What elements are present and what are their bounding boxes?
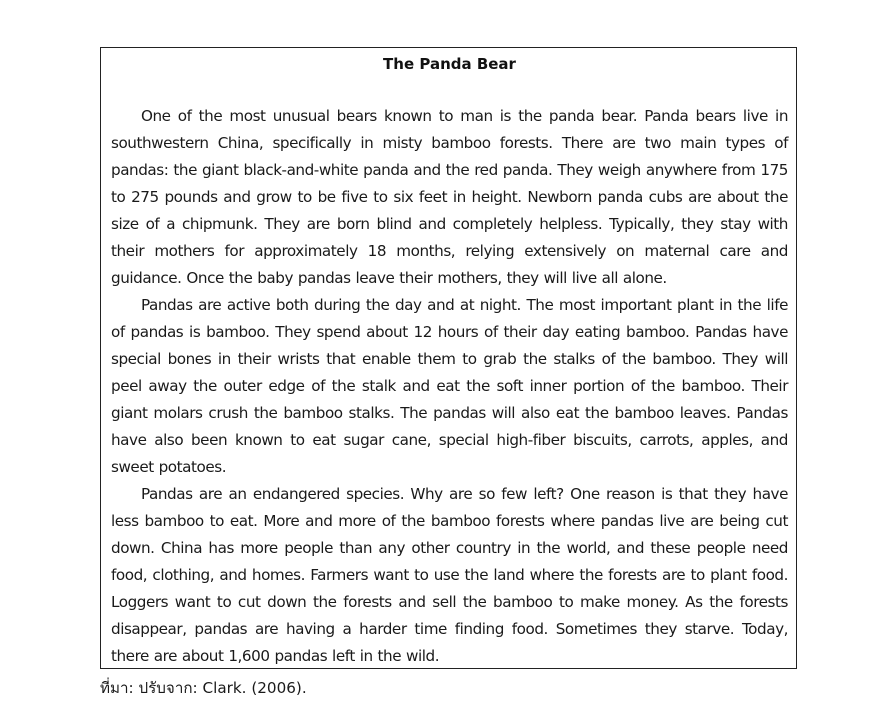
paragraph-2: Pandas are active both during the day and at night. The most important plant in the life of pandas is bamboo. They spend about 12 hours of their day eating bamboo. Pandas have special bones in their wrists that enable them to grab the stalks of the bamboo. They will peel away the outer edge of the stalk and eat the soft inner portion of the bamboo. Their giant molars crush the bamboo stalks. The pandas will also eat the bamboo leaves. Pandas have also been known to eat sugar cane, special high-fiber biscuits, carrots, apples, and sweet potatoes. <box>111 296 788 476</box>
passage-title: The Panda Bear <box>383 55 516 73</box>
paragraph-1: One of the most unusual bears known to man is the panda bear. Panda bears live in southwestern China, specifically in misty bamboo forests. There are two main types of pandas: the giant black-and-white panda and the red panda. They weigh anywhere from 175 to 275 pounds and grow to be five to six feet in height. Newborn panda cubs are about the size of a chipmunk. They are born blind and completely helpless. Typically, they stay with their mothers for approximately 18 months, relying extensively on maternal care and guidance. Once the baby pandas leave their mothers, they will live all alone. <box>111 107 788 287</box>
source-citation: ที่มา: ปรับจาก: Clark. (2006). <box>100 679 307 697</box>
paragraph-3: Pandas are an endangered species. Why are so few left? One reason is that they have less bamboo to eat. More and more of the bamboo forests where pandas live are being cut down. China has more people than any other country in the world, and these people need food, clothing, and homes. Farmers want to use the land where the forests are to plant food. Loggers want to cut down the forests and sell the bamboo to make money. As the forests disappear, pandas are having a harder time finding food. Sometimes they starve. Today, there are about 1,600 pandas left in the wild. <box>111 485 788 665</box>
passage-body <box>111 103 788 670</box>
reading-passage-box <box>100 47 797 669</box>
